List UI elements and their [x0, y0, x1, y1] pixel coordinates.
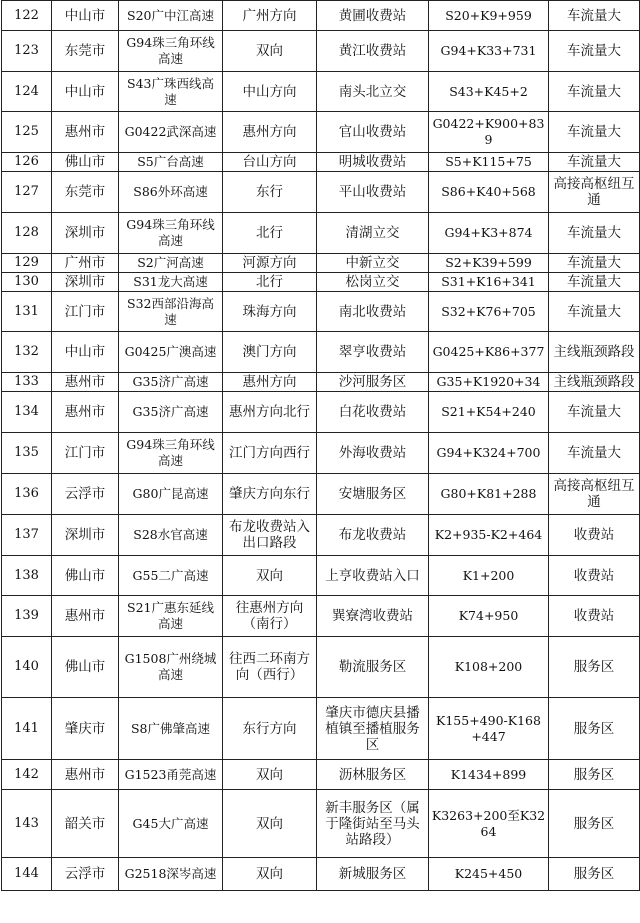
cell-stake: G0425+K86+377: [429, 332, 549, 373]
cell-road: S28水官高速: [119, 515, 223, 556]
cell-location: 清湖立交: [317, 213, 429, 254]
cell-reason: 车流量大: [549, 213, 640, 254]
table-row: [2, 292, 640, 332]
cell-location: 上亨收费站入口: [317, 556, 429, 596]
cell-reason: 车流量大: [549, 1, 640, 31]
cell-reason: 车流量大: [549, 273, 640, 292]
cell-city: 深圳市: [52, 273, 119, 292]
cell-number: 130: [2, 273, 52, 292]
table-row: [2, 332, 640, 373]
cell-reason: 收费站: [549, 556, 640, 596]
cell-location: 安塘服务区: [317, 474, 429, 515]
table-row: [2, 153, 640, 172]
cell-number: 140: [2, 637, 52, 698]
cell-city: 东莞市: [52, 31, 119, 72]
cell-number: 122: [2, 1, 52, 31]
cell-city: 深圳市: [52, 213, 119, 254]
cell-road: G35济广高速: [119, 392, 223, 433]
cell-reason: 车流量大: [549, 292, 640, 332]
cell-stake: S2+K39+599: [429, 254, 549, 273]
cell-road: G1523甬莞高速: [119, 760, 223, 790]
table-row: [2, 474, 640, 515]
table-row: [2, 254, 640, 273]
cell-direction: 往惠州方向（南行）: [223, 596, 317, 637]
cell-stake: K155+490-K168+447: [429, 698, 549, 760]
cell-city: 云浮市: [52, 474, 119, 515]
cell-direction: 布龙收费站入出口路段: [223, 515, 317, 556]
cell-location: 新城服务区: [317, 858, 429, 891]
cell-reason: 车流量大: [549, 31, 640, 72]
cell-number: 144: [2, 858, 52, 891]
cell-city: 江门市: [52, 433, 119, 474]
table-row: [2, 213, 640, 254]
cell-reason: 服务区: [549, 698, 640, 760]
cell-number: 125: [2, 112, 52, 153]
table-row: [2, 556, 640, 596]
cell-direction: 澳门方向: [223, 332, 317, 373]
cell-stake: S43+K45+2: [429, 72, 549, 112]
cell-city: 佛山市: [52, 153, 119, 172]
cell-stake: K108+200: [429, 637, 549, 698]
cell-location: 外海收费站: [317, 433, 429, 474]
cell-reason: 服务区: [549, 637, 640, 698]
cell-road: S86外环高速: [119, 172, 223, 213]
cell-stake: G80+K81+288: [429, 474, 549, 515]
cell-road: S21广惠东延线高速: [119, 596, 223, 637]
cell-number: 137: [2, 515, 52, 556]
cell-city: 惠州市: [52, 373, 119, 392]
cell-reason: 主线瓶颈路段: [549, 373, 640, 392]
cell-reason: 车流量大: [549, 392, 640, 433]
cell-number: 133: [2, 373, 52, 392]
table-row: [2, 790, 640, 858]
cell-stake: G94+K324+700: [429, 433, 549, 474]
cell-city: 肇庆市: [52, 698, 119, 760]
cell-direction: 双向: [223, 556, 317, 596]
cell-stake: K2+935-K2+464: [429, 515, 549, 556]
cell-road: G35济广高速: [119, 373, 223, 392]
cell-road: G1508广州绕城高速: [119, 637, 223, 698]
cell-city: 惠州市: [52, 392, 119, 433]
cell-reason: 服务区: [549, 790, 640, 858]
cell-number: 129: [2, 254, 52, 273]
cell-number: 142: [2, 760, 52, 790]
table-row: [2, 858, 640, 891]
cell-city: 云浮市: [52, 858, 119, 891]
cell-location: 平山收费站: [317, 172, 429, 213]
cell-stake: G94+K33+731: [429, 31, 549, 72]
cell-location: 明城收费站: [317, 153, 429, 172]
cell-location: 沥林服务区: [317, 760, 429, 790]
cell-stake: K74+950: [429, 596, 549, 637]
cell-direction: 珠海方向: [223, 292, 317, 332]
cell-direction: 东行方向: [223, 698, 317, 760]
cell-road: G0425广澳高速: [119, 332, 223, 373]
cell-number: 136: [2, 474, 52, 515]
cell-road: S8广佛肇高速: [119, 698, 223, 760]
table-row: [2, 698, 640, 760]
cell-direction: 双向: [223, 790, 317, 858]
cell-reason: 收费站: [549, 596, 640, 637]
cell-reason: 服务区: [549, 760, 640, 790]
cell-direction: 北行: [223, 213, 317, 254]
cell-direction: 双向: [223, 760, 317, 790]
cell-direction: 双向: [223, 31, 317, 72]
cell-number: 132: [2, 332, 52, 373]
cell-direction: 惠州方向: [223, 373, 317, 392]
table-row: [2, 373, 640, 392]
cell-road: G80广昆高速: [119, 474, 223, 515]
cell-road: S32西部沿海高速: [119, 292, 223, 332]
cell-city: 东莞市: [52, 172, 119, 213]
cell-reason: 高接高枢纽互通: [549, 172, 640, 213]
cell-direction: 双向: [223, 858, 317, 891]
cell-stake: K1434+899: [429, 760, 549, 790]
table-row: [2, 596, 640, 637]
cell-stake: G94+K3+874: [429, 213, 549, 254]
table-row: [2, 31, 640, 72]
cell-number: 126: [2, 153, 52, 172]
cell-location: 白花收费站: [317, 392, 429, 433]
cell-direction: 江门方向西行: [223, 433, 317, 474]
cell-stake: S20+K9+959: [429, 1, 549, 31]
cell-direction: 东行: [223, 172, 317, 213]
cell-stake: S32+K76+705: [429, 292, 549, 332]
cell-city: 惠州市: [52, 112, 119, 153]
cell-reason: 车流量大: [549, 254, 640, 273]
table-row: [2, 515, 640, 556]
cell-stake: S21+K54+240: [429, 392, 549, 433]
cell-direction: 河源方向: [223, 254, 317, 273]
cell-direction: 往西二环南方向（西行）: [223, 637, 317, 698]
cell-stake: S31+K16+341: [429, 273, 549, 292]
table-row: [2, 172, 640, 213]
cell-city: 佛山市: [52, 637, 119, 698]
cell-road: G2518深岑高速: [119, 858, 223, 891]
cell-number: 141: [2, 698, 52, 760]
cell-location: 松岗立交: [317, 273, 429, 292]
table-body: [2, 1, 640, 891]
cell-direction: 台山方向: [223, 153, 317, 172]
cell-number: 127: [2, 172, 52, 213]
cell-city: 佛山市: [52, 556, 119, 596]
cell-reason: 车流量大: [549, 433, 640, 474]
cell-road: S43广珠西线高速: [119, 72, 223, 112]
cell-reason: 主线瓶颈路段: [549, 332, 640, 373]
congestion-table: [1, 0, 640, 891]
table-row: [2, 637, 640, 698]
cell-location: 南头北立交: [317, 72, 429, 112]
cell-location: 勒流服务区: [317, 637, 429, 698]
cell-location: 官山收费站: [317, 112, 429, 153]
table-row: [2, 1, 640, 31]
cell-location: 沙河服务区: [317, 373, 429, 392]
cell-stake: S5+K115+75: [429, 153, 549, 172]
cell-number: 139: [2, 596, 52, 637]
cell-direction: 惠州方向: [223, 112, 317, 153]
cell-road: S5广台高速: [119, 153, 223, 172]
cell-stake: K3263+200至K3264: [429, 790, 549, 858]
cell-number: 131: [2, 292, 52, 332]
cell-location: 黄江收费站: [317, 31, 429, 72]
cell-reason: 车流量大: [549, 153, 640, 172]
cell-number: 143: [2, 790, 52, 858]
cell-number: 134: [2, 392, 52, 433]
cell-city: 江门市: [52, 292, 119, 332]
cell-reason: 服务区: [549, 858, 640, 891]
cell-city: 惠州市: [52, 760, 119, 790]
cell-road: G94珠三角环线高速: [119, 433, 223, 474]
cell-location: 新丰服务区（属于隆街站至马头站路段）: [317, 790, 429, 858]
cell-stake: G35+K1920+34: [429, 373, 549, 392]
cell-stake: S86+K40+568: [429, 172, 549, 213]
cell-stake: K245+450: [429, 858, 549, 891]
table-row: [2, 392, 640, 433]
cell-number: 135: [2, 433, 52, 474]
cell-number: 123: [2, 31, 52, 72]
cell-reason: 收费站: [549, 515, 640, 556]
cell-city: 中山市: [52, 72, 119, 112]
table-row: [2, 72, 640, 112]
table-row: [2, 273, 640, 292]
cell-stake: G0422+K900+839: [429, 112, 549, 153]
cell-location: 南北收费站: [317, 292, 429, 332]
cell-number: 128: [2, 213, 52, 254]
cell-city: 深圳市: [52, 515, 119, 556]
cell-reason: 车流量大: [549, 112, 640, 153]
cell-direction: 广州方向: [223, 1, 317, 31]
cell-road: S2广河高速: [119, 254, 223, 273]
cell-location: 肇庆市德庆县播植镇至播植服务区: [317, 698, 429, 760]
table-row: [2, 112, 640, 153]
cell-stake: K1+200: [429, 556, 549, 596]
cell-location: 中新立交: [317, 254, 429, 273]
cell-city: 惠州市: [52, 596, 119, 637]
cell-road: G45大广高速: [119, 790, 223, 858]
cell-road: S31龙大高速: [119, 273, 223, 292]
cell-number: 124: [2, 72, 52, 112]
cell-reason: 高接高枢纽互通: [549, 474, 640, 515]
cell-location: 黄圃收费站: [317, 1, 429, 31]
cell-reason: 车流量大: [549, 72, 640, 112]
cell-road: G94珠三角环线高速: [119, 213, 223, 254]
cell-road: G0422武深高速: [119, 112, 223, 153]
cell-road: G55二广高速: [119, 556, 223, 596]
cell-city: 广州市: [52, 254, 119, 273]
cell-direction: 惠州方向北行: [223, 392, 317, 433]
table-row: [2, 760, 640, 790]
cell-city: 中山市: [52, 1, 119, 31]
cell-road: S20广中江高速: [119, 1, 223, 31]
cell-direction: 中山方向: [223, 72, 317, 112]
cell-city: 中山市: [52, 332, 119, 373]
cell-location: 巽寮湾收费站: [317, 596, 429, 637]
cell-direction: 肇庆方向东行: [223, 474, 317, 515]
cell-road: G94珠三角环线高速: [119, 31, 223, 72]
cell-location: 布龙收费站: [317, 515, 429, 556]
cell-location: 翠亨收费站: [317, 332, 429, 373]
cell-city: 韶关市: [52, 790, 119, 858]
cell-direction: 北行: [223, 273, 317, 292]
cell-number: 138: [2, 556, 52, 596]
table-row: [2, 433, 640, 474]
